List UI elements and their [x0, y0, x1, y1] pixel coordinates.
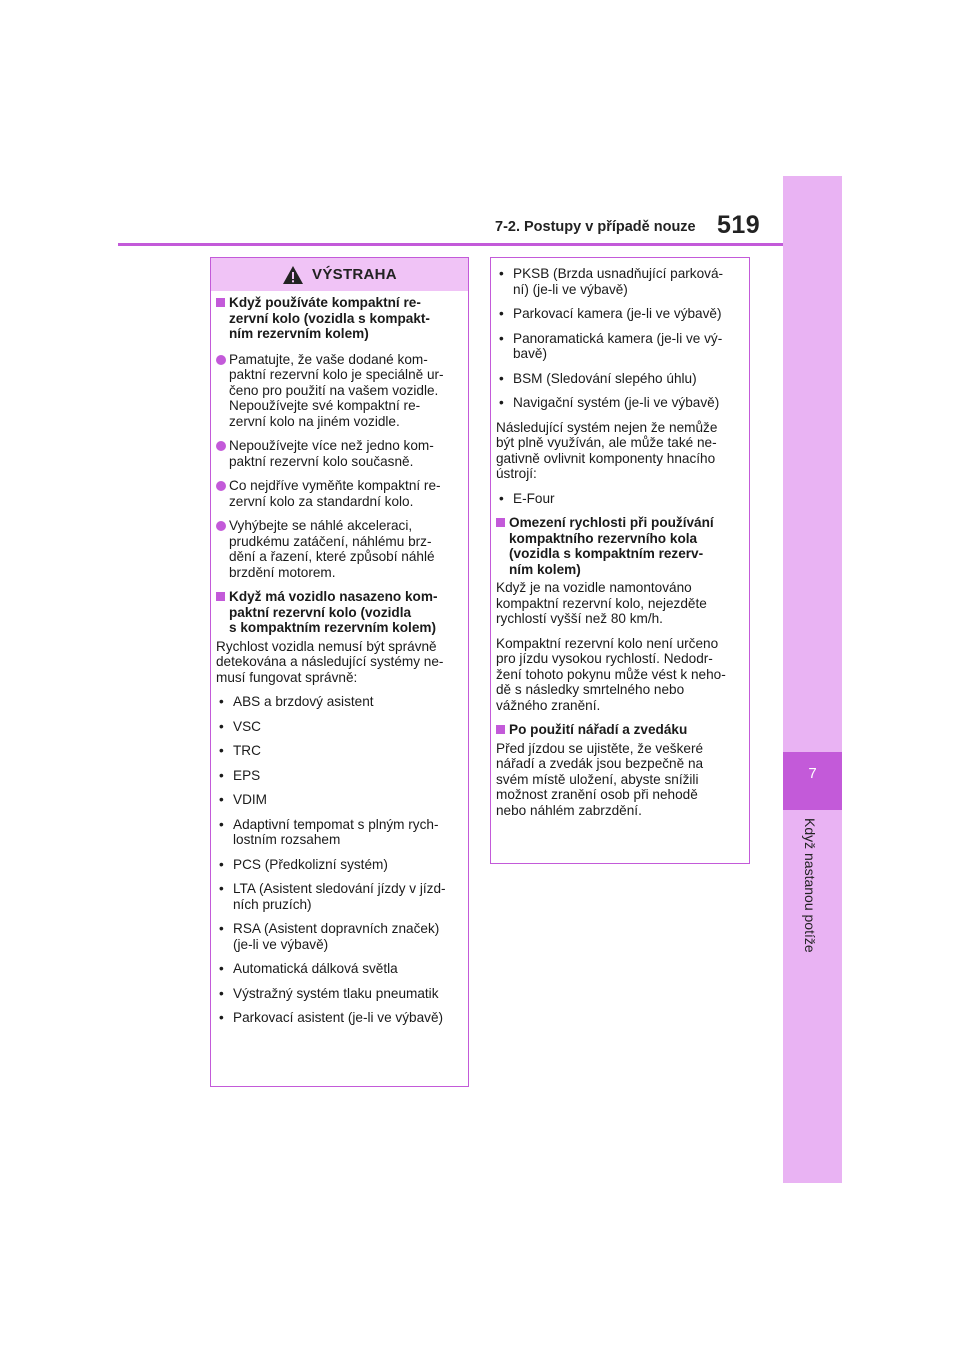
bullet-item: [216, 694, 464, 710]
warning-triangle-icon: [282, 265, 304, 285]
paragraph: Když je na vozidle namontováno kompaktní rezervní kolo, nejezděte rychlostí vyšší než 80 km/h.: [496, 580, 707, 626]
bullet-item: [496, 395, 745, 411]
bullet-item: [496, 371, 745, 387]
circle-bullet-icon: [216, 441, 226, 451]
bullet-item: [496, 266, 745, 297]
bullet-text: Panoramatická kamera (je-li ve vý- bavě): [513, 330, 723, 361]
warning-box-right: [490, 257, 750, 864]
bullet-item: [216, 792, 464, 808]
circle-item: [216, 478, 464, 509]
square-bullet-icon: [496, 518, 505, 527]
bullet-item: [496, 491, 745, 507]
bullet-item: [496, 306, 745, 322]
chapter-title: Když nastanou potíže: [802, 818, 818, 953]
bullet-item: [216, 743, 464, 759]
bullet-text: Navigační systém (je-li ve výbavě): [513, 395, 720, 410]
bullet-text: VSC: [233, 718, 261, 734]
bullet-list: [496, 491, 745, 507]
warning-heading: [216, 589, 464, 636]
bullet-icon: •: [219, 816, 224, 832]
circle-item-text: Pamatujte, že vaše dodané kom- paktní rezervní kolo je speciálně ur- čeno pro použití na vašem vozidle. Nepoužívejte své kompaktní re- zervní kolo na jiném vozidle.: [229, 351, 444, 429]
bullet-icon: •: [219, 856, 224, 872]
bullet-text: ABS a brzdový asistent: [233, 694, 374, 709]
warning-title: VÝSTRAHA: [312, 266, 397, 283]
bullet-icon: •: [499, 266, 504, 281]
bullet-text: Parkovací kamera (je-li ve výbavě): [513, 306, 722, 321]
bullet-text: LTA (Asistent sledování jízdy v jízd- ních pruzích): [233, 881, 446, 912]
bullet-item: [216, 921, 464, 952]
bullet-item: [216, 961, 464, 977]
bullet-text: Adaptivní tempomat s plným rych- lostním rozsahem: [233, 816, 439, 847]
circle-item: [216, 438, 464, 469]
circle-bullet-icon: [216, 521, 226, 531]
bullet-text: Výstražný systém tlaku pneumatik: [233, 985, 439, 1001]
paragraph: Před jízdou se ujistěte, že veškeré nářadí a zvedák jsou bezpečně na svém místě uložení, abyste snížili možnost zranění osob při nehodě nebo náhlém zabrzdění.: [496, 740, 704, 818]
bullet-text: Parkovací asistent (je-li ve výbavě): [233, 1010, 444, 1025]
bullet-text: Automatická dálková světla: [233, 961, 398, 976]
bullet-list: [496, 266, 745, 411]
circle-item-text: Nepoužívejte více než jedno kom- paktní rezervní kolo současně.: [229, 438, 434, 469]
paragraph: Následující systém nejen že nemůže být plně využíván, ale může také ne- gativně ovlivnit komponenty hnacího ústrojí:: [496, 419, 718, 481]
warning-heading: [496, 722, 745, 738]
warning-box-left: [210, 257, 469, 1087]
bullet-text: BSM (Sledování slepého úhlu): [513, 370, 697, 386]
bullet-icon: •: [499, 330, 504, 346]
bullet-item: [216, 986, 464, 1002]
header-rule: [118, 243, 783, 246]
circle-bullet-icon: [216, 355, 226, 365]
square-bullet-icon: [496, 725, 505, 734]
heading-text: Když má vozidlo nasazeno kom- paktní rezervní kolo (vozidla s kompaktním rezervním kolem): [229, 589, 438, 635]
chapter-side-tab: [783, 176, 842, 1183]
bullet-text: E-Four: [513, 490, 555, 506]
circle-bullet-icon: [216, 481, 226, 491]
bullet-icon: •: [499, 395, 504, 410]
bullet-text: VDIM: [233, 792, 267, 807]
bullet-icon: •: [219, 792, 224, 807]
bullet-text: PKSB (Brzda usnadňující parková- ní) (je-li ve výbavě): [513, 266, 724, 297]
section-title: 7-2. Postupy v případě nouze: [495, 219, 696, 235]
square-bullet-icon: [216, 592, 225, 601]
bullet-icon: •: [499, 306, 504, 321]
bullet-icon: •: [219, 767, 224, 783]
page-number: 519: [717, 211, 761, 239]
bullet-item: [216, 719, 464, 735]
bullet-icon: •: [219, 718, 224, 734]
heading-text: Po použití nářadí a zvedáku: [509, 722, 688, 737]
paragraph: Kompaktní rezervní kolo není určeno pro jízdu vysokou rychlostí. Nedodr- žení tohoto pokynu může vést k neho- dě s následky smrtelného nebo vážného zranění.: [496, 635, 726, 713]
bullet-icon: •: [219, 921, 224, 936]
bullet-item: [216, 857, 464, 873]
bullet-text: RSA (Asistent dopravních značek) (je-li ve výbavě): [233, 921, 440, 952]
bullet-icon: •: [219, 694, 224, 709]
warning-header: [211, 258, 468, 291]
bullet-list: [216, 694, 464, 1026]
warning-heading: [216, 295, 464, 342]
bullet-item: [216, 881, 464, 912]
bullet-text: TRC: [233, 743, 261, 758]
bullet-icon: •: [219, 881, 224, 896]
bullet-text: PCS (Předkolizní systém): [233, 856, 388, 872]
circle-item-text: Vyhýbejte se náhlé akceleraci, prudkému zatáčení, náhlému brz- dění a řazení, které způsobí náhlé brzdění motorem.: [229, 518, 435, 580]
chapter-number: 7: [808, 765, 817, 782]
warning-content: [211, 291, 468, 1026]
square-bullet-icon: [216, 298, 225, 307]
paragraph: Rychlost vozidla nemusí být správně detekována a následující systémy ne- musí fungovat správně:: [216, 638, 444, 685]
heading-text: Když používáte kompaktní re- zervní kolo (vozidla s kompakt- ním rezervním kolem): [229, 295, 430, 341]
circle-item: [216, 352, 464, 430]
bullet-item: [496, 331, 745, 362]
bullet-icon: •: [219, 743, 224, 758]
bullet-icon: •: [499, 490, 504, 506]
bullet-icon: •: [219, 985, 224, 1001]
circle-item: [216, 518, 464, 580]
bullet-item: [216, 768, 464, 784]
bullet-icon: •: [219, 1010, 224, 1025]
circle-item-text: Co nejdříve vyměňte kompaktní re- zervní kolo za standardní kolo.: [229, 478, 441, 509]
heading-text: Omezení rychlosti při používání kompaktního rezervního kola (vozidla s kompaktním rezerv- ním kolem): [509, 515, 714, 577]
warning-heading: [496, 515, 745, 577]
bullet-text: EPS: [233, 767, 261, 783]
bullet-icon: •: [219, 961, 224, 976]
bullet-icon: •: [499, 370, 504, 386]
bullet-item: [216, 817, 464, 848]
warning-content: [491, 258, 749, 818]
bullet-item: [216, 1010, 464, 1026]
